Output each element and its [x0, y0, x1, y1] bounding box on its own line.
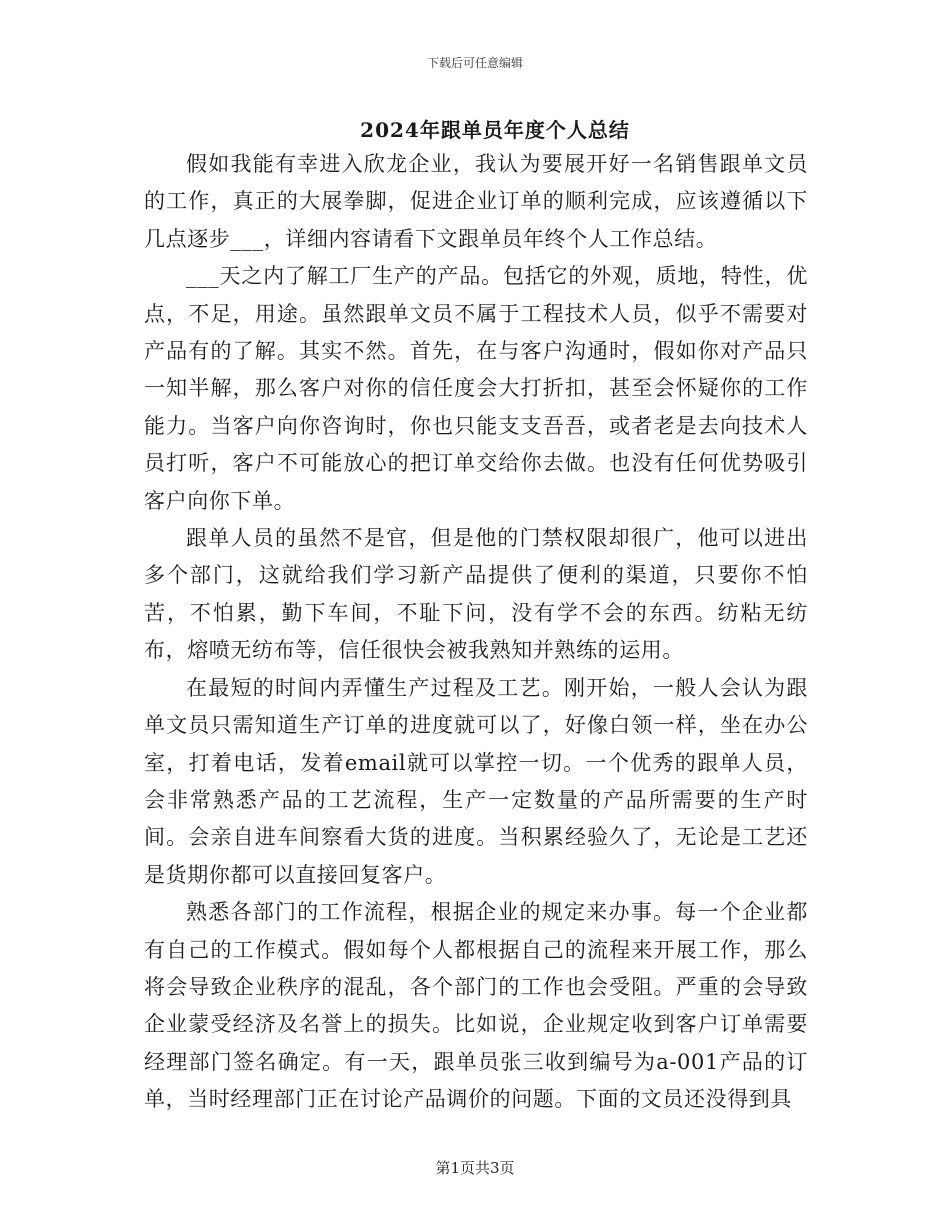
- paragraph: 假如我能有幸进入欣龙企业，我认为要展开好一名销售跟单文员的工作，真正的大展拳脚，促进企业订单的顺利完成，应该遵循以下几点逐步___，详细内容请看下文跟单员年终个人工作总结。: [144, 152, 808, 251]
- paragraph: 在最短的时间内弄懂生产过程及工艺。刚开始，一般人会认为跟单文员只需知道生产订单的进度就可以了，好像白领一样，坐在办公室，打着电话，发着email就可以掌控一切。一个优秀的跟单人员，会非常熟悉产品的工艺流程，生产一定数量的产品所需要的生产时间。会亲自进车间察看大货的进度。当积累经验久了，无论是工艺还是货期你都可以直接回复客户。: [144, 675, 808, 887]
- paragraph: ___天之内了解工厂生产的产品。包括它的外观，质地，特性，优点，不足，用途。虽然跟单文员不属于工程技术人员，似乎不需要对产品有的了解。其实不然。首先，在与客户沟通时，假如你对产品只一知半解，那么客户对你的信任度会大打折扣，甚至会怀疑你的工作能力。当客户向你咨询时，你也只能支支吾吾，或者老是去向技术人员打听，客户不可能放心的把订单交给你去做。也没有任何优势吸引客户向你下单。: [144, 264, 808, 513]
- paragraph: 跟单人员的虽然不是官，但是他的门禁权限却很广，他可以进出多个部门，这就给我们学习新产品提供了便利的渠道，只要你不怕苦，不怕累，勤下车间，不耻下问，没有学不会的东西。纺粘无纺布，熔喷无纺布等，信任很快会被我熟知并熟练的运用。: [144, 526, 808, 663]
- document-title: 2024年跟单员年度个人总结: [360, 118, 630, 142]
- header-note: 下载后可任意编辑: [426, 56, 523, 70]
- paragraph: 熟悉各部门的工作流程，根据企业的规定来办事。每一个企业都有自己的工作模式。假如每个人都根据自己的流程来开展工作，那么将会导致企业秩序的混乱，各个部门的工作也会受阻。严重的会导致企业蒙受经济及名誉上的损失。比如说，企业规定收到客户订单需要经理部门签名确定。有一天，跟单员张三收到编号为a-001产品的订单，当时经理部门正在讨论产品调价的问题。下面的文员还没得到具: [144, 900, 808, 1112]
- page-number: 第1页共3页: [435, 1159, 515, 1177]
- document-body: [144, 146, 808, 1119]
